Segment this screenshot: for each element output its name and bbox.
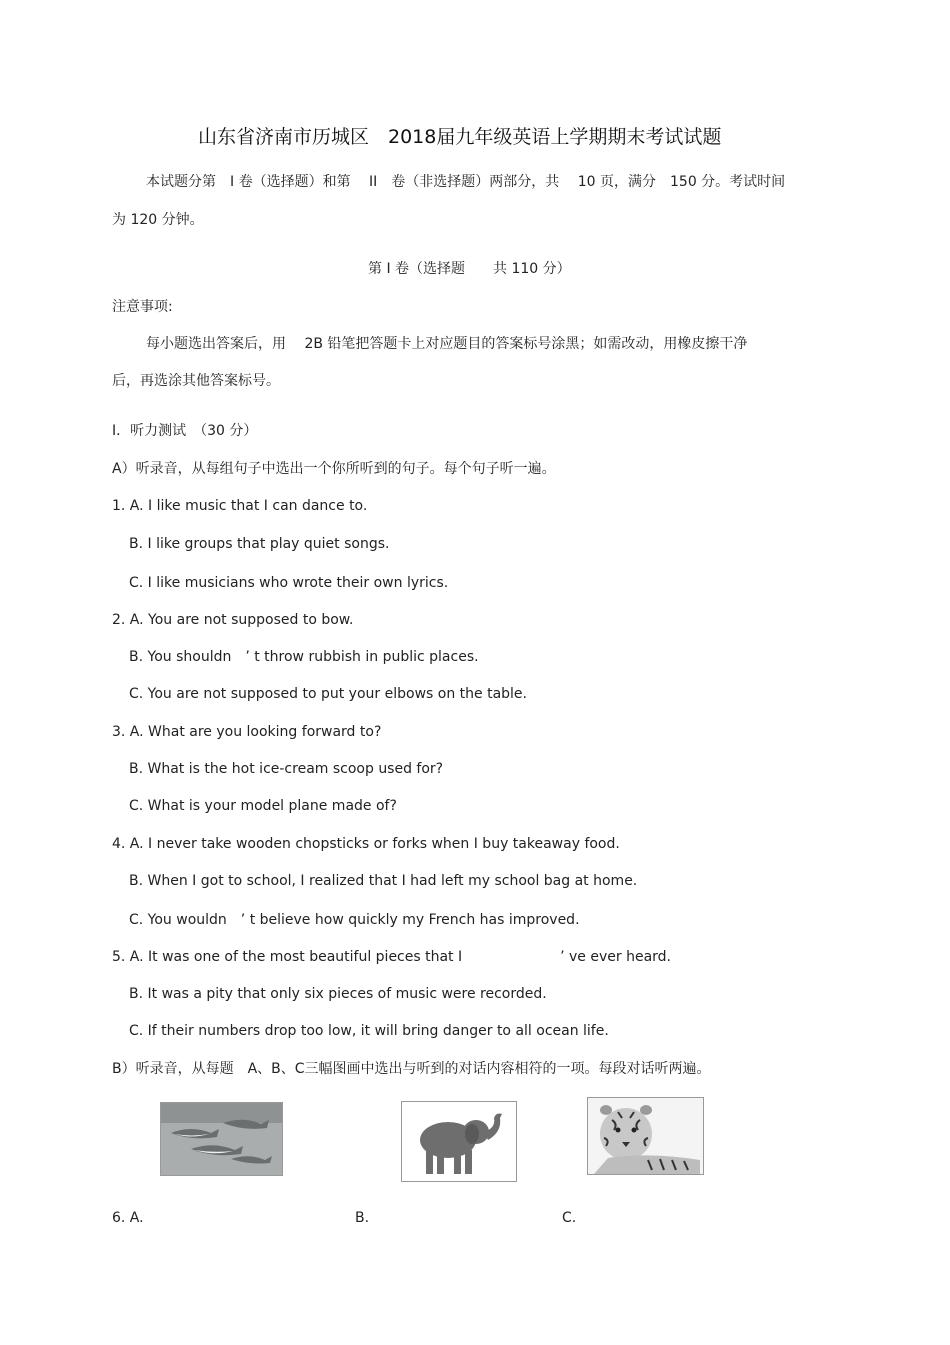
q2-option-b: B. You shouldn ’ t throw rubbish in public places. (129, 649, 479, 665)
sharks-image (160, 1102, 283, 1176)
notice-label: 注意事项: (112, 299, 173, 315)
q1-option-c: C. I like musicians who wrote their own lyrics. (129, 575, 449, 591)
q6-option-a: 6. A. (112, 1210, 144, 1226)
q4-option-a: 4. A. I never take wooden chopsticks or forks when I buy takeaway food. (112, 836, 620, 852)
q4-option-c: C. You wouldn ’ t believe how quickly my French has improved. (129, 912, 580, 928)
sharks-icon (161, 1103, 282, 1175)
elephant-image (401, 1101, 517, 1182)
notice-line-1: 每小题选出答案后，用 2B 铅笔把答题卡上对应题目的答案标号涂黑；如需改动，用橡皮擦干净 (146, 336, 748, 352)
q1-option-a: 1. A. I like music that I can dance to. (112, 498, 368, 514)
q2-option-a: 2. A. You are not supposed to bow. (112, 612, 354, 628)
q6-option-b: B. (355, 1210, 370, 1226)
q5-option-c: C. If their numbers drop too low, it will bring danger to all ocean life. (129, 1023, 609, 1039)
q2-option-c: C. You are not supposed to put your elbows on the table. (129, 686, 527, 702)
tiger-image (587, 1097, 704, 1175)
tiger-icon (588, 1098, 703, 1174)
section-header: 第 I 卷（选择题 共 110 分） (368, 261, 571, 277)
exam-title: 山东省济南市历城区 2018届九年级英语上学期期末考试试题 (198, 126, 722, 148)
q1-option-b: B. I like groups that play quiet songs. (129, 536, 390, 552)
q5-option-a: 5. A. It was one of the most beautiful pieces that I ’ ve ever heard. (112, 949, 671, 965)
intro-line-1: 本试题分第 I 卷（选择题）和第 II 卷（非选择题）两部分，共 10 页，满分 150 分。考试时间 (146, 174, 786, 190)
q5-option-b: B. It was a pity that only six pieces of music were recorded. (129, 986, 547, 1002)
elephant-icon (402, 1102, 516, 1181)
intro-line-2: 为 120 分钟。 (112, 212, 204, 228)
part1-heading: I．听力测试 （30 分） (112, 423, 258, 439)
notice-line-2: 后，再选涂其他答案标号。 (112, 373, 280, 389)
q3-option-c: C. What is your model plane made of? (129, 798, 397, 814)
q6-option-c: C. (562, 1210, 577, 1226)
q3-option-a: 3. A. What are you looking forward to? (112, 724, 382, 740)
q4-option-b: B. When I got to school, I realized that I had left my school bag at home. (129, 873, 638, 889)
part-b-instruction: B）听录音，从每题 A、B、C三幅图画中选出与听到的对话内容相符的一项。每段对话听两遍。 (112, 1061, 711, 1077)
part-a-instruction: A）听录音，从每组句子中选出一个你所听到的句子。每个句子听一遍。 (112, 461, 556, 477)
q3-option-b: B. What is the hot ice-cream scoop used for? (129, 761, 444, 777)
